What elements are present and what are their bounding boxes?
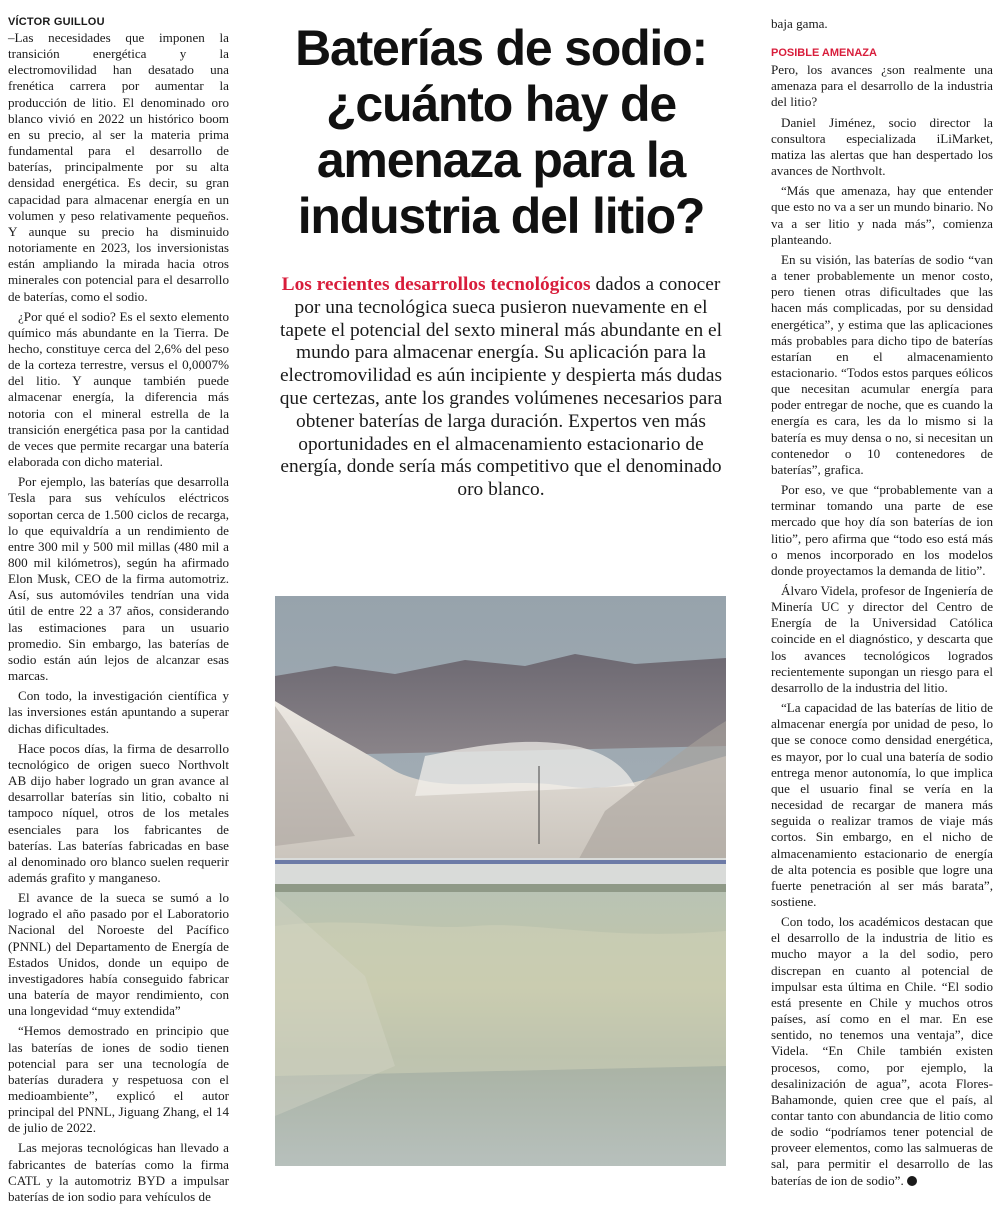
lead-text: dados a conocer por una tecnológica sueca pusieron nuevamente en el tapete el potencial del sexto mineral más abundante en el mundo para almacenar energía. Su aplicación para la electromovilidad es aún incipiente y despierta más dudas que certezas, ante los grandes volúmenes necesarios para obtener baterías de larga duración. Expertos ven más oportunidades en el almacenamiento estacionario de energía, donde sería más competitivo que el denominado oro blanco. xyxy=(279,274,723,501)
body-paragraph: Las mejoras tecnológicas han llevado a fabricantes de baterías como la firma CATL y la automotriz BYD a impulsar baterías de ion sodio para vehículos de xyxy=(8,1140,229,1204)
body-paragraph: Álvaro Videla, profesor de Ingeniería de Minería UC y director del Centro de Energía de la Universidad Católica coincide en el diagnóstico, y descarta que los avances tecnológicos logrados recientemente supongan un riesgo para el desarrollo de la industria del litio. xyxy=(771,583,993,695)
lead-paragraph xyxy=(272,274,730,502)
left-column xyxy=(8,0,229,1205)
body-paragraph-final xyxy=(771,914,993,1189)
body-paragraph: “Más que amenaza, hay que entender que esto no va a ser un mundo binario. No va a ser litio y nada más”, comienza planteando. xyxy=(771,183,993,247)
photo-illustration xyxy=(275,596,726,1166)
body-paragraph: Con todo, la investigación científica y las inversiones están apuntando a superar dichas dificultades. xyxy=(8,688,229,736)
body-paragraph: “La capacidad de las baterías de litio de almacenar energía por unidad de peso, lo que se conoce como densidad energética, es mayor, por lo cual una batería de sodio entrega menor autonomía, lo que implica que el usuario final se vería en la necesidad de recargar de manera más seguida o realizar tramos de viaje más cortos. Sin embargo, en el nicho de almacenamiento estacionario de energía de alta potencia es posible que logre una fuerte penetración al ser más barata”, sostiene. xyxy=(771,700,993,909)
body-paragraph: “Hemos demostrado en principio que las baterías de iones de sodio tienen potencial para ser una tecnología de baterías duradera y respetuosa con el medioambiente”, explicó el autor principal del PNNL, Jiguang Zhang, el 14 de julio de 2022. xyxy=(8,1023,229,1136)
body-paragraph: Por ejemplo, las baterías que desarrolla Tesla para sus vehículos eléctricos soportan cerca de 1.500 ciclos de recarga, lo que equivaldría a un rendimiento de entre 300 mil y 500 mil millas (480 mil a 800 mil kilómetros), según ha afirmado Elon Musk, CEO de la firma automotriz. Así, sus automóviles tendrían una vida útil de entre 22 a 37 años, considerando las estimaciones para un usuario promedio. Sin embargo, las baterías de sodio están aún lejos de alcanzar esas marcas. xyxy=(8,474,229,684)
right-column xyxy=(771,0,993,1189)
body-paragraph: –Las necesidades que imponen la transición energética y la electromovilidad han desatado una frenética carrera por aumentar la producción de litio. El denominado oro blanco vivió en 2022 un histórico boom en su precio, al ser la materia prima fundamental para el desarrollo de baterías, principalmente por su alta densidad energética. Es decir, su gran capacidad para almacenar energía en un volumen y peso relativamente pequeños. Y aunque su precio ha disminuido notoriamente en 2023, los inversionistas están ampliando la mirada hacia otros minerales con potencial para el desarrollo de baterías, como el sodio. xyxy=(8,30,229,304)
body-paragraph: Pero, los avances ¿son realmente una amenaza para el desarrollo de la industria del litio? xyxy=(771,62,993,110)
body-paragraph: El avance de la sueca se sumó a lo logrado el año pasado por el Laboratorio Nacional del Noroeste del Pacífico (PNNL) del Departamento de Energía de Estados Unidos, donde un equipo de investigadores había conseguido fabricar una batería de mayor rendimiento, con una longevidad “muy extendida” xyxy=(8,890,229,1019)
body-paragraph: Daniel Jiménez, socio director la consultora especializada iLiMarket, matiza las alertas que han despertado los avances de Northvolt. xyxy=(771,114,993,179)
body-paragraph: Hace pocos días, la firma de desarrollo tecnológico de origen sueco Northvolt AB dijo haber logrado un gran avance al desarrollar baterías sin litio, cobalto ni tampoco níquel, otros de los metales esenciales para los fabricantes de baterías. Las baterías fabricadas en base al denominado oro blanco suelen requerir además grafito y manganeso. xyxy=(8,740,229,885)
salt-flat-photo xyxy=(275,596,726,1166)
section-subhead: POSIBLE AMENAZA xyxy=(771,47,877,60)
byline: VÍCTOR GUILLOU xyxy=(8,16,105,28)
body-paragraph: Por eso, ve que “probablemente van a terminar tomando una parte de ese mercado que hoy día son baterías de ion litio”, pero afirma que “todo eso está más o menos incorporado en los modelos donde proyectamos la demanda de litio”. xyxy=(771,482,993,578)
continued-text: baja gama. xyxy=(771,16,828,31)
end-of-article-icon xyxy=(907,1176,917,1186)
lead-kicker: Los recientes desarrollos tecnológicos xyxy=(281,274,591,295)
body-paragraph: En su visión, las baterías de sodio “van a tener probablemente un menor costo, pero tienen otras dificultades que las hacen más complicadas, por su densidad energética”, y estima que las aplicaciones más probables para dicho tipo de baterías estarían en el almacenamiento estacionario. “Todos estos parques eólicos que necesitan acumular energía para poder entregar de noche, que es cuando la energía es cara, les da lo mismo si la batería es muy densa o no, si necesitan un contenedor o 10 contenedores de baterías”, grafica. xyxy=(771,251,993,477)
headline: Baterías de sodio: ¿cuánto hay de amenaza para la industria del litio? xyxy=(295,20,707,244)
body-paragraph: ¿Por qué el sodio? Es el sexto elemento químico más abundante en la Tierra. De hecho, constituye cerca del 2,6% del peso de la corteza terrestre, versus el 0,0007% del litio. Y aunque también puede almacenar energía, la diferencia más notoria con el mineral estrella de la transición energética pasa por la cantidad de veces que permite recargar una batería elaborada con dicho material. xyxy=(8,308,229,470)
body-paragraph-text: Con todo, los académicos destacan que el desarrollo de la industria de litio es mucho mayor a la del sodio, pero discrepan en cuanto al potencial de impulsar esta última en Chile. “El sodio está presente en Chile y muchos otros países, así como en el mar. En ese sentido, no tenemos una ventaja”, dice Videla. “En Chile también existen procesos, como, por ejemplo, la desalinización de agua”, acota Flores-Bahamonde, quien cree que el país, al contar tanto con abundancia de litio como de sodio “podríamos tener potencial de proveer elementos, como las salmueras de sal, para permitir el desarrollo de las baterías de ion de sodio”. xyxy=(771,914,993,1188)
